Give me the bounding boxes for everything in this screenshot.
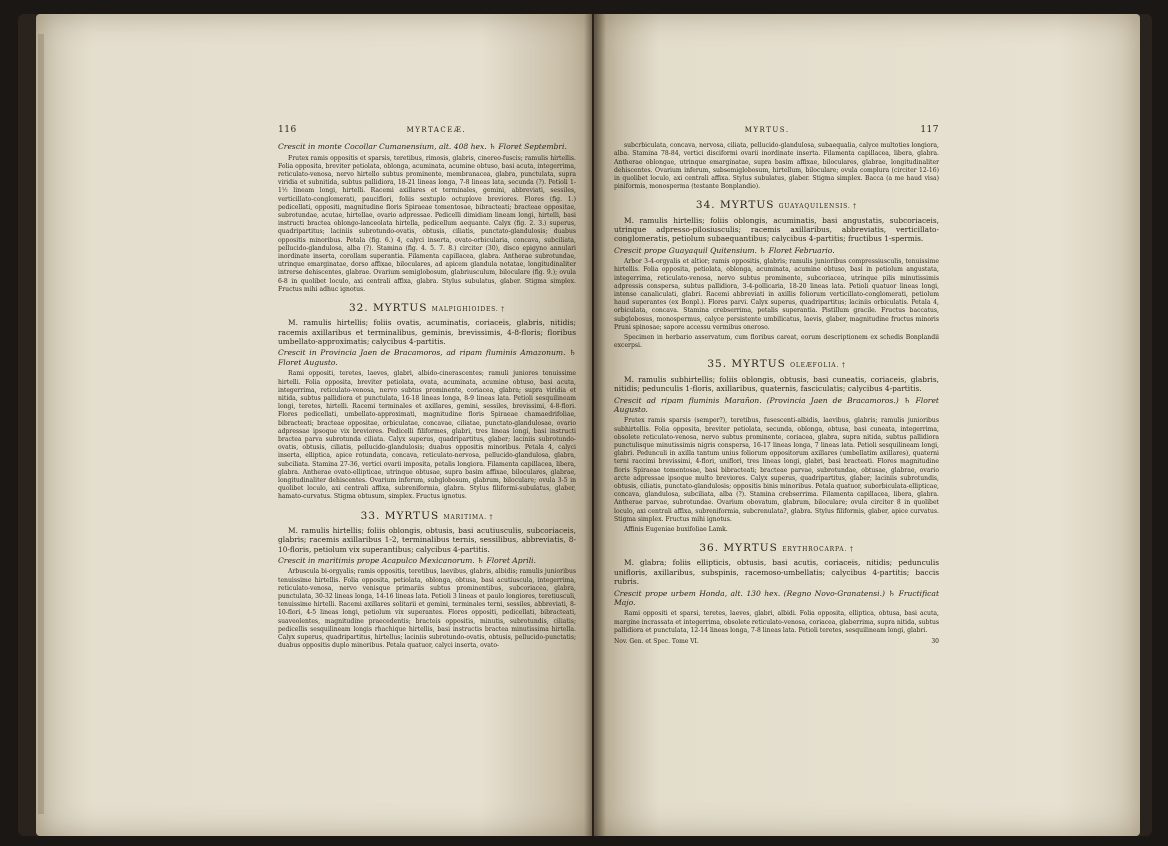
- species-name: 34. MYRTUS: [695, 199, 775, 212]
- species-epithet: OLEÆFOLIA. †: [790, 362, 846, 370]
- species-name: 35. MYRTUS: [707, 358, 786, 371]
- species-diagnosis: M. ramulis hirtellis; foliis oblongis, obtusis, basi acutiusculis, subcoriaceis, glabris; racemis axillaribus 1-2, terminalibus ternis, sessilibus, abbreviatis, 8-10-floris, petiolum vix superantibus; calycibus 4-partitis.: [278, 525, 576, 554]
- habitat-line: Crescit in Provincia Jaen de Bracamoros, ad ripam fluminis Amazonum. ♄ Floret Augusto.: [278, 348, 576, 367]
- left-column: [278, 126, 576, 652]
- signature-line: [614, 638, 939, 646]
- description-paragraph: Frutex ramis sparsis (semper?), teretibus, fusescenti-albidis, laevibus, glabris; ramulis junioribus subhirtellis. Folia opposita, breviter petiolata, secunda, oblonga, obtusa, basi cuneata, integerrima, obsolete reticulato-venosa, nervo subtus prominente, coriacea, glabra, supra nitida, subtus pallidiora punctulisque minutissimis nigris conspersa, 16-17 lineas longa, 7 lineas lata. Petioli sesquilineam longi, glabri. Pedunculi in axilla tantum unius foliorum oppositorum axillares (umbellatim axillares), quaterni terni raccimi brevissimi, 4-flori, uniflori, tres lineas longi, glabri, basi bracteati. Flores magnitudine floris Spiraeae tomentosae, basi bibracteati; bracteae parvae, subrotundae, obtusae, glabrae, ovario arcte adpressae ipsoque multo breviores. Calyx superus, quadripartitus, glaber; laciniis subrotundis, obtusis, ciliatis, punctato-glandulosis; oppositis binis minoribus. Petala quatuor, suborbiculata-ellipticae, concava, glandulosa, subciliata, alba (?). Stamina crebserrima. Filamenta capillacea, libera, glabra. Antherae parvae, subrotundae. Ovarium obovatum, glabrum, biloculare; ovula circiter 8 in quolibet loculo, axi centrali affixa, subreniformia, subcrenulata?, glabra. Stylus filiformis, glaber, apice curvatus. Stigma simplex. Fructus mihi ignotus.: [614, 417, 939, 523]
- species-name: 36. MYRTUS: [699, 542, 778, 555]
- species-name: 32. MYRTUS: [348, 302, 428, 315]
- right-running-head: [614, 126, 939, 134]
- habitat-line: Crescit prope urbem Honda, alt. 130 hex. (Regno Novo-Granatensi.) ♄ Fructificat Majo.: [614, 588, 939, 607]
- description-paragraph: Frutex ramis oppositis et sparsis, teretibus, rimosis, glabris, cinereo-fuscis; ramulis hirtellis. Folia opposita, breviter petiolata, oblonga, acuminata, acumine obtuso, basi acuta, integerrima, reticulato-venosa, nervo hirtello subtus prominente, membranacea, glabra, punctulata, supra viridia et subnitida, subtus pallidiora, 18-21 lineas longa, 7-8 lineas lata, secunda (?). Petioli 1-1½ lineam longi, hirtelli. Racemi axillares et terminales, gemini, abbreviati, sessiles, verticillato-conglomerati, pauciflori, foliis sextuplo octuplove breviores. Flores (fig. 1.) pedicellati, oppositi, magnitudine floris Spiraeae tomentosae, bibracteati; bracteae oppositae, subrotundae, acutae, hirtellae, ovario adpressae. Pedicelli dimidiam lineam longi, hirtelli, basi instructi bractea oblongo-lanceolata hirtella, pedicellum aequante. Calyx (fig. 2. 3.) superus, quadripartitus; laciniis subrotundo-ovatis, obtusis, ciliatis, punctato-glandulosis; duabus oppositis minoribus. Petala (fig. 6.) 4, calyci inserta, ovato-orbicularia, concava, subciliata, pellucido-glandulosa, alba (?). Stamina (fig. 4. 5. 7. 8.) circiter (30), disco epigyno annulari inordinate inserta, corollam superantia. Filamenta capillacea, glabra. Antherae subrotundae, utrinque emarginatae, dorso affixae, biloculares, ad apicem glandula notatae, longitudinaliter intrerse dehiscentes, glabrae. Ovarium semiglobosum, glabriusculum, biloculare (fig. 9.); ovula 6-8 in quolibet loculo, axi centrali affixa, glabra. Stylus subulatus, glaber. Stigma simplex. Fructus mihi adhuc ignotus.: [278, 154, 576, 293]
- left-running-head: [278, 126, 576, 134]
- left-head-title: MYRTACEÆ.: [406, 126, 467, 134]
- species-heading-32: [278, 304, 576, 314]
- left-page-number: 116: [278, 125, 297, 135]
- note-paragraph: Affinis Eugeniae buxifoliae Lamk.: [624, 525, 728, 533]
- left-page: [36, 14, 592, 836]
- description-paragraph: Rami oppositi, teretes, laeves, glabri, albido-cinerascentes; ramuli juniores tenuissime hirtelli. Folia opposita, breviter petiolata, ovata, acuminata, acumine obtuso, basi acuta, integerrima, reticulato-venosa, nervo subtus prominente, coriacea, glabra; supra viridia et nitida, subtus pallidiora et punctulata, 16-18 lineas longa, 8-9 lineas lata. Petioli sesquilineam longi, teretes, hirtelli. Racemi terminales et axillares, gemini, sessiles, brevissimi, 4-8-flori. Flores pedicellati, umbellato-approximati, magnitudine floris Spiraeae chamaedrifoliae, bibracteati; bracteae oppositae, orbiculatae, concavae, ciliatae, punctato-glandulosae, ovario adpressae ipsoque vix breviores. Pedicelli filiformes, glabri, tres lineas longi, basi instructi bractea parva subrotunda ciliata. Calyx superus, quadripartitus, glaber; laciniis subrotundo-ovatis, obtusis, ciliatis, pellucido-glandulosis; duabus oppositis minoribus. Petala 4, calyci inserta, elliptica, apice rotundata, concava, reticulato-nervosa, pellucido-glandulosa, glabra, subciliata. Stamina 27-36, vertici ovarii imposita, petalis longiora. Filamenta capillacea, libera, glabra. Antherae ovato-ellipticae, utrinque obtusae, supra basim affixae, biloculares, glabrae, longitudinaliter dehiscentes. Ovarium inferum, subglobosum, glabrum, biloculare; ovula 3-5 in quolibet loculo, axi centrali affixa, subreniformia, glabra. Stylus filiformi-subulatus, glaber, hamato-curvatus. Stigma obtusum, simplex. Fructus ignotus.: [278, 370, 576, 501]
- right-page: [594, 14, 1140, 836]
- book-spread: [18, 14, 1152, 836]
- right-page-number: 117: [920, 125, 939, 135]
- species-epithet: ERYTHROCARPA. †: [782, 546, 854, 554]
- species-epithet: MALPIGHIOIDES. †: [431, 306, 506, 314]
- note-paragraph: Specimen in herbario asservatum, cum floribus careat, eorum descriptionem ex schedis Bonplandii excerpsi.: [614, 334, 939, 350]
- habitat-line: Crescit prope Guayaquil Quitensium. ♄ Floret Februario.: [614, 245, 835, 255]
- species-heading-33: [278, 509, 576, 522]
- species-diagnosis: M. ramulis subhirtellis; foliis oblongis, obtusis, basi cuneatis, coriaceis, glabris, nitidis; pedunculis 1-floris, axillaribus, quaternis, fasciculatis; calycibus 4-partitis.: [614, 374, 939, 394]
- habitat-line: Crescit in maritimis prope Acapulco Mexicanorum. ♄ Floret Aprili.: [278, 555, 536, 565]
- right-column: [614, 126, 939, 646]
- species-heading-36: [614, 544, 939, 554]
- species-diagnosis: M. glabra; foliis ellipticis, obtusis, basi acutis, coriaceis, nitidis; pedunculis unifloris, axillaribus, subspinis, racemoso-umbellatis; calycibus 4-partitis; baccis rubris.: [614, 558, 939, 587]
- book-gutter: [584, 14, 606, 836]
- species-epithet: GUAYAQUILENSIS. †: [778, 203, 858, 211]
- description-paragraph: Arbuscula bi-orgyalis; ramis oppositis, teretibus, laevibus, glabris, albidis; ramulis junioribus tenuissime hirtellis. Folia opposita, petiolata, oblonga, obtusa, basi acutiuscula, integerrima, reticulato-venosa, nervo venisque primariis subtus prominentibus, subcoriacea, glabra, punctulata, 30-32 lineas longa, 14-16 lineas lata. Petioli 3 lineas et paulo longiores, teretiusculi, tenuissime hirtelli. Racemi axillares solitarii et gemini, terminales terni, sessiles, abbreviati, 8-10-flori, 4-5 lineas longi, petiolum vix superantes. Flores oppositi, pedicellati, bibracteati, suaveolentes, magnitudine praecedentis; bracteis oppositis, minutis, subrotundis, ciliatis; pedicellis sesquilineam longis rhachique hirtellis, basi instructis bractea minutissima hirtella. Calyx superus, quadripartitus, hirtellus; laciniis subrotundo-ovatis, obtusis, pellucido-punctatis; duabus oppositis duplo minoribus. Petala quatuor, calyci inserta, ovato-: [278, 568, 576, 650]
- page-edge: [38, 34, 44, 814]
- species-heading-35: [614, 360, 939, 370]
- species-epithet: MARITIMA. †: [443, 513, 494, 521]
- species-diagnosis: M. ramulis hirtellis; foliis ovatis, acuminatis, coriaceis, glabris, nitidis; racemis axillaribus et terminalibus, geminis, brevissimis, 4-8-floris; floribus umbellato-approximatis; calycibus 4-partitis.: [278, 318, 576, 347]
- habitat-line: Crescit ad ripam fluminis Marañon. (Provincia Jaen de Bracamoros.) ♄ Floret Augusto.: [614, 395, 939, 414]
- habitat-line: Crescit in monte Cocollar Cumanensium, alt. 408 hex. ♄ Floret Septembri.: [278, 142, 567, 152]
- signature-text: Nov. Gen. et Spec. Tome VI.: [614, 638, 699, 645]
- description-paragraph: Arbor 3-4-orgyalis et altior; ramis oppositis, glabris; ramulis junioribus compressiusculis, tenuissime hirtellis. Folia opposita, petiolata, oblonga, acuminata, acumine obtuso, basi in petiolum angustata, integerrima, reticulato-venosa, nervo subtus prominente, subcoriacea, utrinque pilis minutissimis adpressis conspersa, subtus pallidiora, 3-4-pollicaria, 18-20 lineas lata. Petioli quatuor lineas longi, intense canaliculati, glabri. Racemi abbreviati in axillis foliorum verticillato-conglomerati, petiolum haud superantes (ex Bonpl.). Flores parvi. Calyx superus, quadripartitus; laciniis orbiculatis. Petala 4, orbiculata, concava. Stamina crebserrima, petalis superantia. Pistillum gracile. Fructus baccatus, subglobosus, monospermus, calyce persistente umbilicatus, laevis, glaber, magnitudine fructus minoris Pruni spinosae; sapore accessu vermibus oneroso.: [614, 258, 939, 331]
- signature-mark: 30: [931, 638, 939, 645]
- species-heading-34: [614, 201, 939, 211]
- species-diagnosis: M. ramulis hirtellis; foliis oblongis, acuminatis, basi angustatis, subcoriaceis, utrinque adpresso-pilosiusculis; racemis axillaribus, abbreviatis, verticillato-conglomeratis, petiolum subaequantibus; calycibus 4-partitis; fructibus 1-spermis.: [614, 215, 939, 244]
- species-name: 33. MYRTUS: [360, 509, 440, 522]
- description-paragraph: Rami oppositi et sparsi, teretes, laeves, glabri, albidi. Folia opposita, elliptica, obtusa, basi acuta, margine incrassata et integerrima, obsolete reticulato-venosa, coriacea, glaberrima, supra nitida, subtus pallidiora et punctulata, 12-14 lineas longa, 7-8 lineas lata. Petioli teretes, sesquilineam longi, glabri.: [614, 610, 939, 634]
- description-paragraph: subcrbiculata, concava, nervosa, ciliata, pellucido-glandulosa, subaequalia, calyce multoties longiora, alba. Stamina 78-84, vertici disciformi ovarii inordinate inserta. Filamenta capillacea, libera, glabra. Antherae oblongae, utrinque emarginatae, supra basim affixae, biloculares, glabrae, longitudinaliter dehiscentes. Ovarium inferum, subsemiglobosum, hirtellum, biloculare; ovula complura (circiter 12-16) in quolibet loculo, axi centrali affixa. Stylus subulatus, glaber. Stigma simplex. Bacca (a me haud visa) piniformis, monosperma (testante Bonplandio).: [614, 142, 939, 191]
- right-head-title: MYRTUS.: [744, 126, 790, 134]
